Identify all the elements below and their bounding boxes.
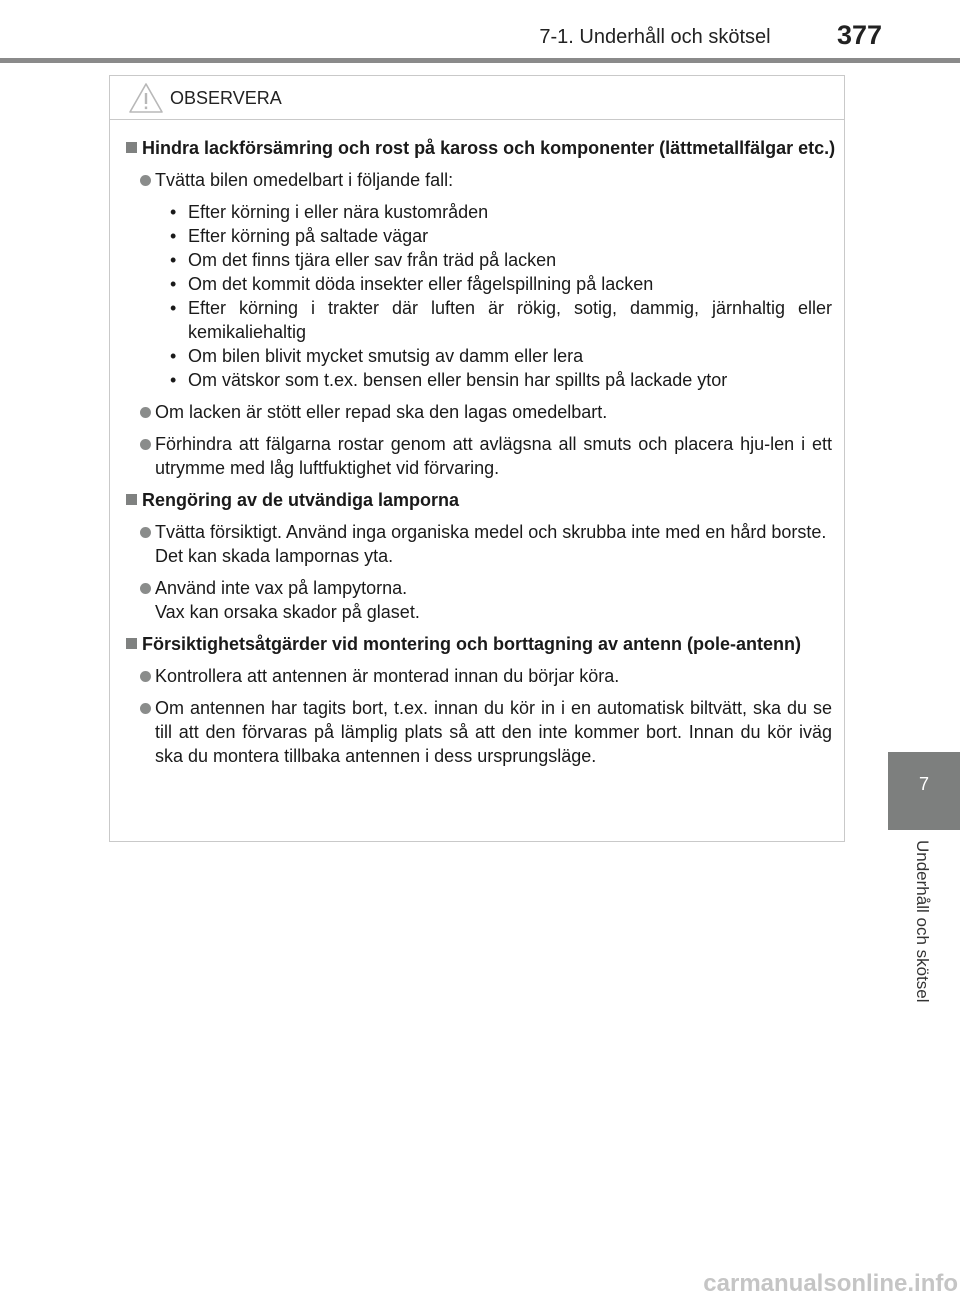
- notice-box: [109, 75, 845, 842]
- warning-triangle-icon: [128, 82, 164, 114]
- circle-bullet-icon: [140, 583, 151, 594]
- chapter-label: Underhåll och skötsel: [913, 840, 932, 1003]
- section-heading: Försiktighetsåtgärder vid montering och borttagning av antenn (pole-antenn): [125, 632, 836, 656]
- bullet-item: • Efter körning i trakter där luften är rökig, sotig, dammig, järnhaltig eller kemikaliehaltig: [170, 298, 832, 342]
- notice-body: [110, 120, 844, 768]
- bullet-item: • Om bilen blivit mycket smutsig av damm eller lera: [170, 346, 584, 366]
- circle-bullet-icon: [140, 439, 151, 450]
- watermark: carmanualsonline.info: [703, 1270, 958, 1297]
- circle-bullet-icon: [140, 175, 151, 186]
- circle-bullet-icon: [140, 703, 151, 714]
- circle-bullet-icon: [140, 407, 151, 418]
- bullet-item: • Om det kommit döda insekter eller fågelspillning på lacken: [170, 274, 654, 294]
- bullet-item: • Om det finns tjära eller sav från träd på lacken: [170, 250, 557, 270]
- section-heading: Rengöring av de utvändiga lamporna: [125, 488, 836, 512]
- circle-bullet-icon: [140, 527, 151, 538]
- square-bullet-icon: [126, 638, 137, 649]
- bullet-item: • Efter körning på saltade vägar: [170, 226, 429, 246]
- notice-header: [110, 76, 844, 120]
- bullet-list: [170, 200, 836, 392]
- circle-bullet-icon: [140, 671, 151, 682]
- list-item: Om lacken är stött eller repad ska den lagas omedelbart.: [125, 400, 836, 424]
- list-item: Kontrollera att antennen är monterad innan du börjar köra.: [125, 664, 836, 688]
- list-item: Tvätta bilen omedelbart i följande fall:: [125, 168, 836, 192]
- bullet-item: • Efter körning i eller nära kustområden: [170, 202, 489, 222]
- section-title: 7-1. Underhåll och skötsel: [539, 26, 771, 48]
- bullet-item: • Om vätskor som t.ex. bensen eller bensin har spillts på lackade ytor: [170, 370, 728, 390]
- list-item: Tvätta försiktigt. Använd inga organiska medel och skrubba inte med en hård borste. Det kan skada lampornas yta.: [125, 520, 836, 568]
- page-number: 377: [836, 20, 882, 50]
- section-heading: Hindra lackförsämring och rost på kaross och komponenter (lättmetallfälgar etc.): [125, 136, 836, 160]
- list-item: Använd inte vax på lampytorna. Vax kan orsaka skador på glaset.: [125, 576, 836, 624]
- chapter-number: 7: [918, 774, 929, 794]
- list-item: Förhindra att fälgarna rostar genom att avlägsna all smuts och placera hju-len i ett utrymme med låg luftfuktighet vid förvaring.: [125, 432, 836, 480]
- header-divider: [0, 58, 960, 63]
- square-bullet-icon: [126, 142, 137, 153]
- list-item: Om antennen har tagits bort, t.ex. innan du kör in i en automatisk biltvätt, ska du se till att den förvaras på lämplig plats så att den inte kommer bort. Innan du kör iväg ska du montera tillbaka antennen i dess ursprungsläge.: [125, 696, 836, 768]
- chapter-tab[interactable]: [888, 752, 960, 830]
- notice-label: OBSERVERA: [170, 88, 282, 108]
- square-bullet-icon: [126, 494, 137, 505]
